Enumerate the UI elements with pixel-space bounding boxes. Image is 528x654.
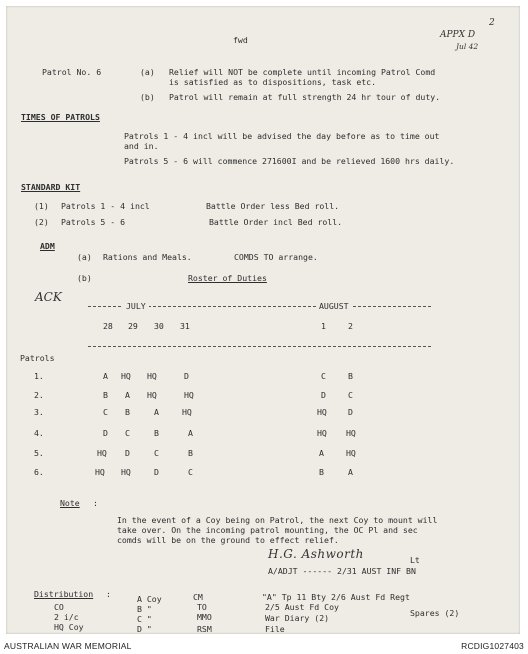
archive-footer xyxy=(0,634,528,654)
item-text: Patrols 5 - 6 xyxy=(61,217,126,227)
table-cell: B xyxy=(103,390,108,400)
table-cell: A xyxy=(154,407,159,417)
continued-mark: fwd xyxy=(233,35,248,45)
table-cell: HQ xyxy=(121,467,131,477)
table-cell: B xyxy=(188,448,193,458)
patrol-number: 5. xyxy=(34,448,44,458)
para-text: Patrols 5 - 6 will commence 271600I and be relieved 1600 hrs daily. xyxy=(124,156,455,166)
para-marker: (a) xyxy=(140,67,155,77)
para-text: COMDS TO arrange. xyxy=(234,252,318,262)
day-header: 31 xyxy=(180,321,190,331)
section-heading: TIMES OF PATROLS xyxy=(21,112,100,122)
distribution-entry: HQ Coy xyxy=(54,622,84,632)
distribution-entry: File xyxy=(265,624,285,634)
table-cell: C xyxy=(348,390,353,400)
patrol-number: 6. xyxy=(34,467,44,477)
document-page xyxy=(6,6,520,634)
patrol-number: 2. xyxy=(34,390,44,400)
table-cell: HQ xyxy=(346,448,356,458)
distribution-entry: B " xyxy=(137,604,152,614)
archive-id: RCDIG1027403 xyxy=(461,641,524,651)
table-cell: B xyxy=(319,467,324,477)
appendix-mark: APPX D xyxy=(440,30,476,40)
table-cell: A xyxy=(103,371,108,381)
table-rule xyxy=(88,346,431,347)
table-cell: D xyxy=(125,448,130,458)
table-cell: D xyxy=(321,390,326,400)
day-header: 30 xyxy=(154,321,164,331)
table-cell: B xyxy=(125,407,130,417)
item-text: Battle Order less Bed roll. xyxy=(206,201,340,211)
table-cell: HQ xyxy=(147,371,157,381)
appendix-date: Jul 42 xyxy=(456,42,479,51)
table-cell: A xyxy=(348,467,353,477)
para-marker: (a) xyxy=(77,252,92,262)
item-marker: (1) xyxy=(34,201,49,211)
note-colon: : xyxy=(93,498,98,508)
distribution-entry: A Coy xyxy=(137,594,162,604)
table-cell: A xyxy=(319,448,324,458)
day-header: 28 xyxy=(103,321,113,331)
table-cell: HQ xyxy=(317,428,327,438)
signature-rank: Lt xyxy=(410,555,420,565)
table-cell: B xyxy=(348,371,353,381)
table-cell: HQ xyxy=(184,390,194,400)
para-text: Patrol will remain at full strength 24 hr tour of duty. xyxy=(169,92,441,102)
roster-title: Roster of Duties xyxy=(188,273,267,283)
table-cell: D xyxy=(154,467,159,477)
table-cell: HQ xyxy=(182,407,192,417)
section-heading: ADM xyxy=(40,241,55,251)
table-cell: C xyxy=(154,448,159,458)
table-cell: HQ xyxy=(346,428,356,438)
table-cell: A xyxy=(125,390,130,400)
item-text: Patrols 1 - 4 incl xyxy=(61,201,150,211)
signature-image: H.G. Ashworth xyxy=(268,547,364,561)
para-text: and in. xyxy=(124,141,159,151)
table-cell: A xyxy=(188,428,193,438)
table-cell: HQ xyxy=(317,407,327,417)
section-heading: STANDARD KIT xyxy=(21,182,81,192)
table-cell: D xyxy=(103,428,108,438)
note-text: In the event of a Coy being on Patrol, the next Coy to mount will xyxy=(117,515,438,525)
table-cell: D xyxy=(184,371,189,381)
day-header: 29 xyxy=(128,321,138,331)
table-cell: D xyxy=(348,407,353,417)
patrol-number: 1. xyxy=(34,371,44,381)
distribution-spares: Spares (2) xyxy=(410,608,460,618)
note-text: comds will be on the ground to effect relief. xyxy=(117,535,339,545)
distribution-entry: MMO xyxy=(197,612,212,622)
distribution-entry: CM xyxy=(193,592,203,602)
ack-mark: ACK xyxy=(35,290,62,304)
archive-name: AUSTRALIAN WAR MEMORIAL xyxy=(4,641,132,651)
distribution-entry: C " xyxy=(137,614,152,624)
month-header: AUGUST xyxy=(316,302,352,310)
day-header: 1 xyxy=(321,321,326,331)
signature-title: A/ADJT ------ 2/31 AUST INF BN xyxy=(268,566,416,576)
distribution-entry: CO xyxy=(54,602,64,612)
distribution-entry: War Diary (2) xyxy=(265,613,330,623)
patrol-number: 4. xyxy=(34,428,44,438)
distribution-entry: D " xyxy=(137,624,152,634)
table-cell: C xyxy=(321,371,326,381)
distribution-colon: : xyxy=(106,589,111,599)
para-text: Patrols 1 - 4 incl will be advised the day before as to time out xyxy=(124,131,440,141)
distribution-entry: 2 i/c xyxy=(54,612,79,622)
item-marker: (2) xyxy=(34,217,49,227)
distribution-entry: 2/5 Aust Fd Coy xyxy=(265,602,339,612)
day-header: 2 xyxy=(348,321,353,331)
para-text: Rations and Meals. xyxy=(103,252,192,262)
note-text: take over. On the incoming patrol mounting, the OC Pl and sec xyxy=(117,525,418,535)
table-cell: B xyxy=(154,428,159,438)
patrols-label: Patrols xyxy=(20,353,55,363)
table-cell: C xyxy=(188,467,193,477)
patrol-no-label: Patrol No. 6 xyxy=(42,67,102,77)
table-cell: HQ xyxy=(121,371,131,381)
patrol-number: 3. xyxy=(34,407,44,417)
table-cell: HQ xyxy=(95,467,105,477)
para-marker: (b) xyxy=(140,92,155,102)
table-cell: HQ xyxy=(97,448,107,458)
distribution-label: Distribution xyxy=(34,589,94,599)
table-cell: HQ xyxy=(147,390,157,400)
para-text: is satisfied as to dispositions, task etc. xyxy=(169,77,377,87)
distribution-entry: TO xyxy=(197,602,207,612)
para-text: Relief will NOT be complete until incoming Patrol Comd xyxy=(169,67,436,77)
distribution-entry: "A" Tp 11 Bty 2/6 Aust Fd Regt xyxy=(262,592,410,602)
table-cell: C xyxy=(103,407,108,417)
table-cell: C xyxy=(125,428,130,438)
item-text: Battle Order incl Bed roll. xyxy=(209,217,343,227)
month-header: JULY xyxy=(123,302,149,310)
note-label: Note xyxy=(60,498,80,508)
para-marker: (b) xyxy=(77,273,92,283)
page-number: 2 xyxy=(489,18,495,28)
distribution-entry: RSM xyxy=(197,624,212,634)
